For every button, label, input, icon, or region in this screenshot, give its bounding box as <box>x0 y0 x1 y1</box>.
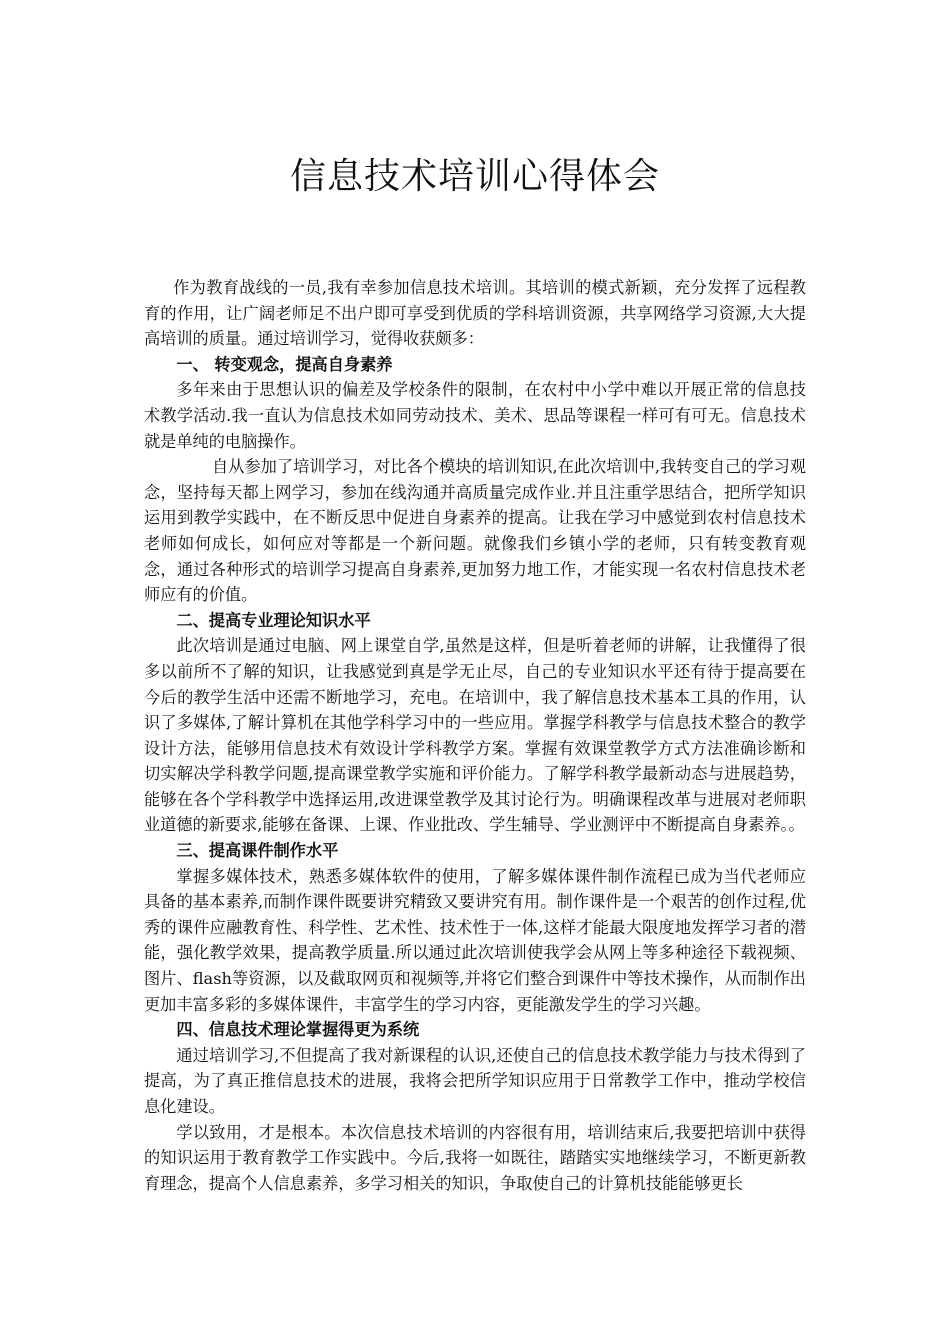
document-title: 信息技术培训心得体会 <box>289 156 660 197</box>
section-2-paragraph-1: 此次培训是通过电脑、网上课堂自学,虽然是这样，但是听着老师的讲解，让我懂得了很多以前所不了解的知识，让我感觉到真是学无止尽，自己的专业知识水平还有待于提高要在今后的教学生活中还需不断地学习，充电。在培训中，我了解信息技术基本工具的作用，认识了多媒体,了解计算机在其他学科学习中的一些应用。掌握学科教学与信息技术整合的教学设计方法，能够用信息技术有效设计学科教学方案。掌握有效课堂教学方式方法准确诊断和切实解决学科教学问题,提高课堂教学实施和评价能力。了解学科教学最新动态与进展趋势，能够在各个学科教学中选择运用,改进课堂教学及其讨论行为。明确课程改革与进展对老师职业道德的新要求,能够在备课、上课、作业批改、学生辅导、学业测评中不断提高自身素养。。 <box>144 636 806 835</box>
section-heading-2: 二、提高专业理论知识水平 <box>176 610 371 630</box>
section-4-paragraph-1: 通过培训学习,不但提高了我对新课程的认识,还使自己的信息技术教学能力与技术得到了提高，为了真正推信息技术的进展，我将会把所学知识应用于日常教学工作中，推动学校信息化建设。 <box>144 1045 806 1116</box>
section-heading-3: 三、提高课件制作水平 <box>176 841 339 861</box>
section-1-paragraph-1: 多年来由于思想认识的偏差及学校条件的限制，在农村中小学中难以开展正常的信息技术教学活动.我一直认为信息技术如同劳动技术、美术、思品等课程一样可有可无。信息技术就是单纯的电脑操作。 <box>144 380 806 451</box>
section-heading-4: 四、信息技术理论掌握得更为系统 <box>176 1020 420 1040</box>
section-heading-1: 一、 转变观念，提高自身素养 <box>176 354 393 374</box>
section-3-paragraph-1: 掌握多媒体技术，熟悉多媒体软件的使用，了解多媒体课件制作流程已成为当代老师应具备的基本素养,而制作课件既要讲究精致又要讲究有用。制作课件是一个艰苦的创作过程,优秀的课件应融教育性、科学性、艺术性、技术性于一体,这样才能最大限度地发挥学习者的潜能，强化教学效果，提高教学质量.所以通过此次培训使我学会从网上等多种途径下载视频、图片、flash等资源，以及截取网页和视频等,并将它们整合到课件中等技术操作，从而制作出更加丰富多彩的多媒体课件，丰富学生的学习内容，更能激发学生的学习兴趣。 <box>144 866 806 1014</box>
intro-paragraph: 作为教育战线的一员,我有幸参加信息技术培训。其培训的模式新颖，充分发挥了远程教育的作用，让广阔老师足不出户即可享受到优质的学科培训资源，共享网络学习资源,大大提高培训的质量。通过培训学习，觉得收获颇多： <box>144 278 806 349</box>
section-4-paragraph-2: 学以致用，才是根本。本次信息技术培训的内容很有用，培训结束后,我要把培训中获得的知识运用于教育教学工作实践中。今后,我将一如既往，踏踏实实地继续学习，不断更新教育理念，提高个人信息素养，多学习相关的知识，争取使自己的计算机技能能够更长 <box>144 1122 806 1193</box>
document-body <box>144 275 806 1196</box>
section-1-paragraph-2: 自从参加了培训学习，对比各个模块的培训知识,在此次培训中,我转变自己的学习观念，坚持每天都上网学习，参加在线沟通并高质量完成作业.并且注重学思结合，把所学知识运用到教学实践中，在不断反思中促进自身素养的提高。让我在学习中感觉到农村信息技术老师如何成长，如何应对等都是一个新问题。就像我们乡镇小学的老师，只有转变教育观念，通过各种形式的培训学习提高自身素养,更加努力地工作，才能实现一名农村信息技术老师应有的价值。 <box>144 457 806 605</box>
